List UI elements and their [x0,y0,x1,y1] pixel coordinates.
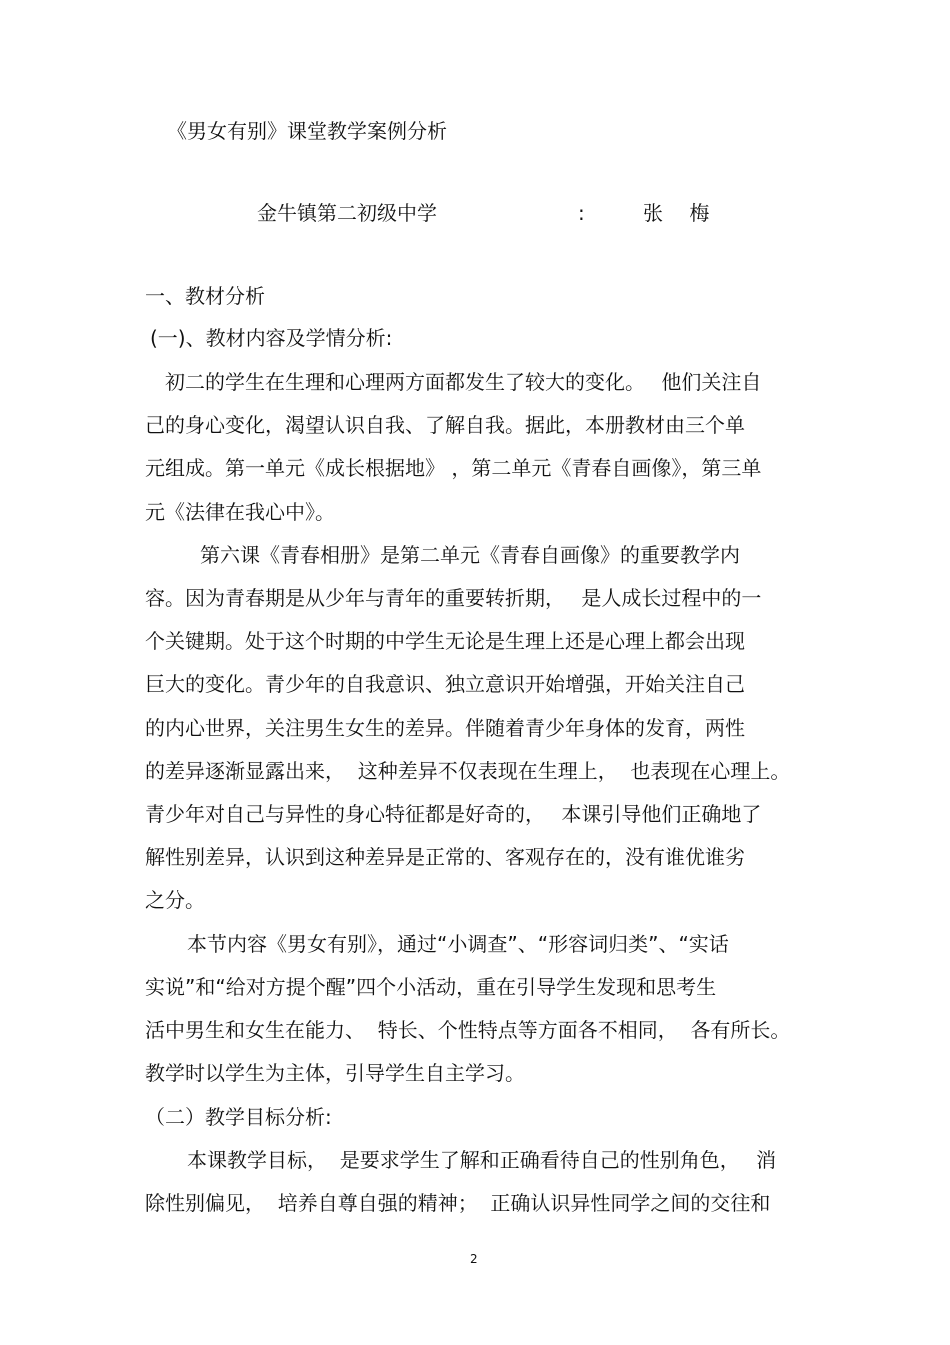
author-name: 张 梅 [643,201,710,225]
para-line: 巨大的变化。青少年的自我意识、独立意识开始增强，开始关注自己 [145,672,745,696]
para-line: 活中男生和女生在能力、 特长、个性特点等方面各不相同， 各有所长。 [145,1018,791,1042]
author-colon: : [578,201,585,225]
subsection-heading: （二）教学目标分析: [145,1105,332,1129]
para-line: 的差异逐渐显露出来， 这种差异不仅表现在生理上， 也表现在心理上。 [145,759,791,783]
page-number: 2 [470,1252,478,1266]
document-title: 《男女有别》课堂教学案例分析 [167,119,447,143]
section-heading: 一、教材分析 [145,284,265,308]
para-line: 教学时以学生为主体，引导学生自主学习。 [145,1061,525,1085]
para-line: 元组成。第一单元《成长根据地》 ，第二单元《青春自画像》，第三单 [145,456,762,480]
para-line: 解性别差异，认识到这种差异是正常的、客观存在的，没有谁优谁劣 [145,845,745,869]
subsection-heading: (一)、教材内容及学情分析: [150,326,393,350]
para-line: 本课教学目标， 是要求学生了解和正确看待自己的性别角色， 消 [187,1148,777,1172]
para-line: 之分。 [145,888,205,912]
para-line: 元《法律在我心中》。 [145,500,335,524]
para-line: 的内心世界，关注男生女生的差异。伴随着青少年身体的发育，两性 [145,716,745,740]
para-line: 己的身心变化，渴望认识自我、了解自我。据此，本册教材由三个单 [145,413,745,437]
para-line: 本节内容《男女有别》，通过“小调查”、“形容词归类”、“实话 [187,932,729,956]
para-line: 个关键期。处于这个时期的中学生无论是生理上还是心理上都会出现 [145,629,745,653]
para-line: 除性别偏见， 培养自尊自强的精神； 正确认识异性同学之间的交往和 [145,1191,771,1215]
para-line: 容。因为青春期是从少年与青年的重要转折期， 是人成长过程中的一 [145,586,762,610]
author-school: 金牛镇第二初级中学 [257,201,437,225]
para-line: 第六课《青春相册》是第二单元《青春自画像》的重要教学内 [200,543,740,567]
para-line: 初二的学生在生理和心理两方面都发生了较大的变化。 他们关注自 [165,370,762,394]
para-line: 实说”和“给对方提个醒”四个小活动，重在引导学生发现和思考生 [145,975,717,999]
para-line: 青少年对自己与异性的身心特征都是好奇的， 本课引导他们正确地了 [145,802,762,826]
